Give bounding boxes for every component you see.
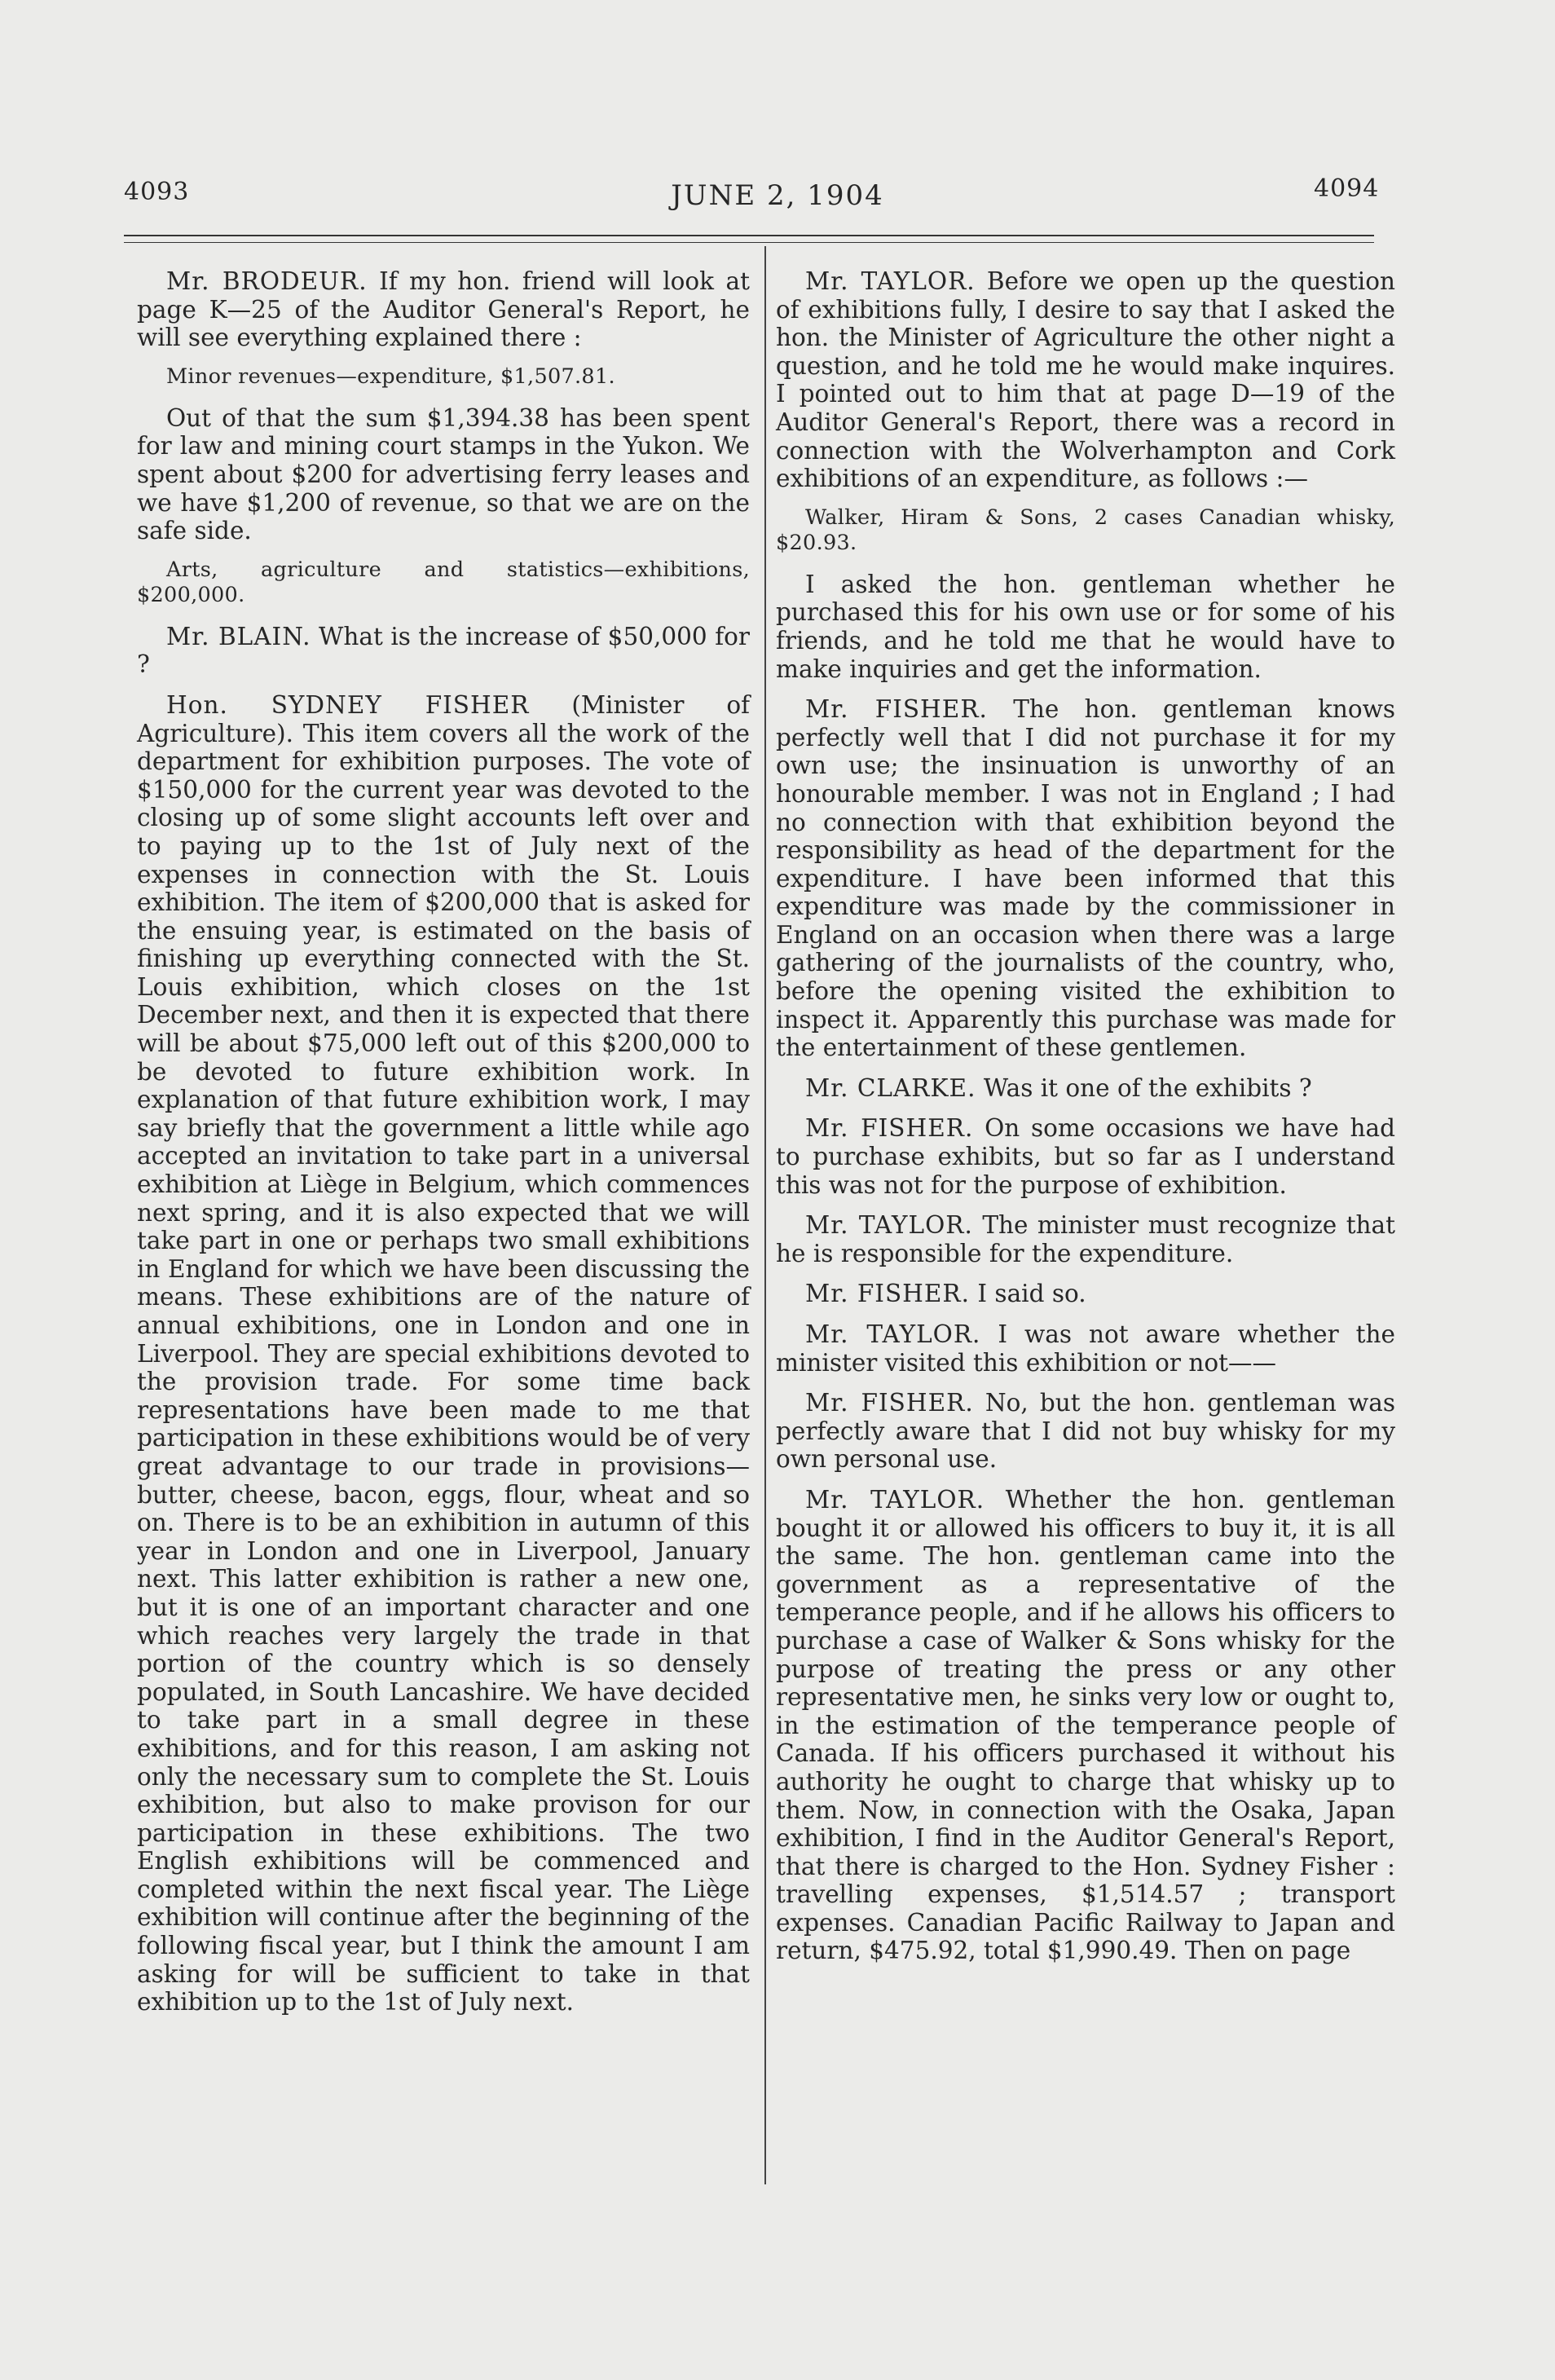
left-column [137, 267, 750, 2029]
paragraph [137, 691, 750, 2016]
paragraph [776, 267, 1395, 493]
speaker-name: Mr. BLAIN. [166, 622, 311, 650]
speaker-name: Mr. CLARKE. [805, 1073, 976, 1102]
speech-text: The minister must recognize that he is responsible for the expenditure. [776, 1211, 1395, 1267]
speaker-name: Mr. FISHER. [805, 1114, 974, 1143]
speech-text: On some occasions we have had to purchase exhibits, but so far as I understand this was not for the purpose of exhibition. [776, 1114, 1395, 1199]
speaker-name: Mr. FISHER. [805, 695, 988, 724]
paragraph [137, 623, 750, 679]
paragraph: Out of that the sum $1,394.38 has been spent for law and mining court stamps in the Yukon. We spent about $200 for advertising ferry leases and we have $1,200 of revenue, so that we are on the safe side. [137, 403, 750, 545]
paragraph [776, 1114, 1395, 1199]
speaker-name: Mr. TAYLOR. [805, 1211, 973, 1240]
speech-text: If my hon. friend will look at page K—25 of the Auditor General's Report, he will see everything explained there : [137, 267, 750, 352]
page-date: JUNE 2, 1904 [671, 179, 884, 212]
speech-text: I was not aware whether the minister visited this exhibition or not—— [776, 1320, 1395, 1377]
speaker-name: Mr. TAYLOR. [805, 1485, 985, 1514]
column-divider [764, 246, 766, 2184]
speaker-name: Mr. TAYLOR. [805, 267, 976, 295]
speaker-name: Hon. SYDNEY FISHER [166, 690, 530, 719]
speech-text: The hon. gentleman knows perfectly well that I did not purchase it for my own use; the insinuation is unworthy of an honourable member. I was not in England ; I had no connection with that exhibition beyond the responsibility as head of the department for the expenditure. I have been informed that this expenditure was made by the commissioner in England on an occasion when there was a large gathering of the journalists of the country, who, before the opening visited the exhibition to inspect it. Apparently this purchase was made for the entertainment of these gentlemen. [776, 695, 1395, 1062]
speaker-name: Mr. TAYLOR. [805, 1320, 981, 1348]
speaker-name: Mr. FISHER. [805, 1389, 974, 1417]
speech-text: Was it one of the exhibits ? [983, 1073, 1312, 1102]
estimate-item: Minor revenues—expenditure, $1,507.81. [166, 364, 615, 389]
paragraph [776, 1486, 1395, 1965]
paragraph: I asked the hon. gentleman whether he purchased this for his own use or for some of his friends, and he told me that he would have to make inquiries and get the information. [776, 570, 1395, 683]
speech-text: (Minister of Agriculture). This item covers all the work of the department for exhibition purposes. The vote of $150,000 for the current year was devoted to the closing up of some slight accounts left over and to paying up to the 1st of July next of the expenses in connection with the St. Louis exhibition. The item of $200,000 that is asked for the ensuing year, is estimated on the basis of finishing up everything connected with the St. Louis exhibition, which closes on the 1st December next, and then it is expected that there will be about $75,000 left out of this $200,000 to be devoted to future exhibition work. In explanation of that future exhibition work, I may say briefly that the government a little while ago accepted an invitation to take part in a universal exhibition at Liège in Belgium, which commences next spring, and it is also expected that we will take part in one or perhaps two small exhibitions in England for which we have been discussing the means. These exhibitions are of the nature of annual exhibitions, one in London and one in Liverpool. They are special exhibitions devoted to the provision trade. For some time back representations have been made to me that participation in these exhibitions would be of very great advantage to our trade in provisions—butter, cheese, bacon, eggs, flour, wheat and so on. There is to be an exhibition in autumn of this year in London and one in Liverpool, January next. This latter exhibition is rather a new one, but it is one of an important character and one which reaches very largely the trade in that portion of the country which is so densely populated, in South Lancashire. We have decided to take part in a small degree in these exhibitions, and for this reason, I am asking not only the necessary sum to complete the St. Louis exhibition, but also to make provison for our participation in these exhibitions. The two English exhibitions will be commenced and completed within the next fiscal year. The Liège exhibition will continue after the beginning of the following fiscal year, but I think the amount I am asking for will be sufficient to take in that exhibition up to the 1st of July next. [137, 690, 750, 2016]
estimate-item: Arts, agriculture and statistics—exhibitions, $200,000. [137, 557, 750, 607]
speech-text: Before we open up the question of exhibitions fully, I desire to say that I asked the hon. the Minister of Agriculture the other night a question, and he told me he would make inquires. I pointed out to him that at page D—19 of the Auditor General's Report, there was a record in connection with the Wolverhampton and Cork exhibitions of an expenditure, as follows :— [776, 267, 1395, 493]
header-rule-top [124, 235, 1374, 236]
speech-text: No, but the hon. gentleman was perfectly aware that I did not buy whisky for my own personal use. [776, 1389, 1395, 1474]
page-number-right: 4094 [1314, 174, 1380, 203]
speaker-name: Mr. FISHER. [805, 1280, 971, 1308]
right-column [776, 267, 1395, 1977]
paragraph [776, 1211, 1395, 1267]
page-number-left: 4093 [124, 178, 190, 206]
speech-text: What is the increase of $50,000 for ? [137, 622, 750, 679]
speech-text: Whether the hon. gentleman bought it or allowed his officers to buy it, it is all the same. The hon. gentleman came into the government as a representative of the temperance people, and if he allows his officers to purchase a case of Walker & Sons whisky for the purpose of treating the press or any other representative men, he sinks very low or ought to, in the estimation of the temperance people of Canada. If his officers purchased it without his authority he ought to charge that whisky up to them. Now, in connection with the Osaka, Japan exhibition, I find in the Auditor General's Report, that there is charged to the Hon. Sydney Fisher : travelling expenses, $1,514.57 ; transport expenses. Canadian Pacific Railway to Japan and return, $475.92, total $1,990.49. Then on page [776, 1485, 1395, 1965]
estimate-item: Walker, Hiram & Sons, 2 cases Canadian whisky, $20.93. [776, 505, 1395, 555]
paragraph [776, 1389, 1395, 1474]
paragraph [776, 1074, 1395, 1103]
speech-text: I said so. [977, 1280, 1086, 1308]
paragraph [776, 695, 1395, 1062]
paragraph [776, 1280, 1395, 1308]
paragraph [776, 1320, 1395, 1377]
speaker-name: Mr. BRODEUR. [166, 267, 368, 295]
paragraph [137, 267, 750, 352]
header-rule-bottom [124, 242, 1374, 243]
